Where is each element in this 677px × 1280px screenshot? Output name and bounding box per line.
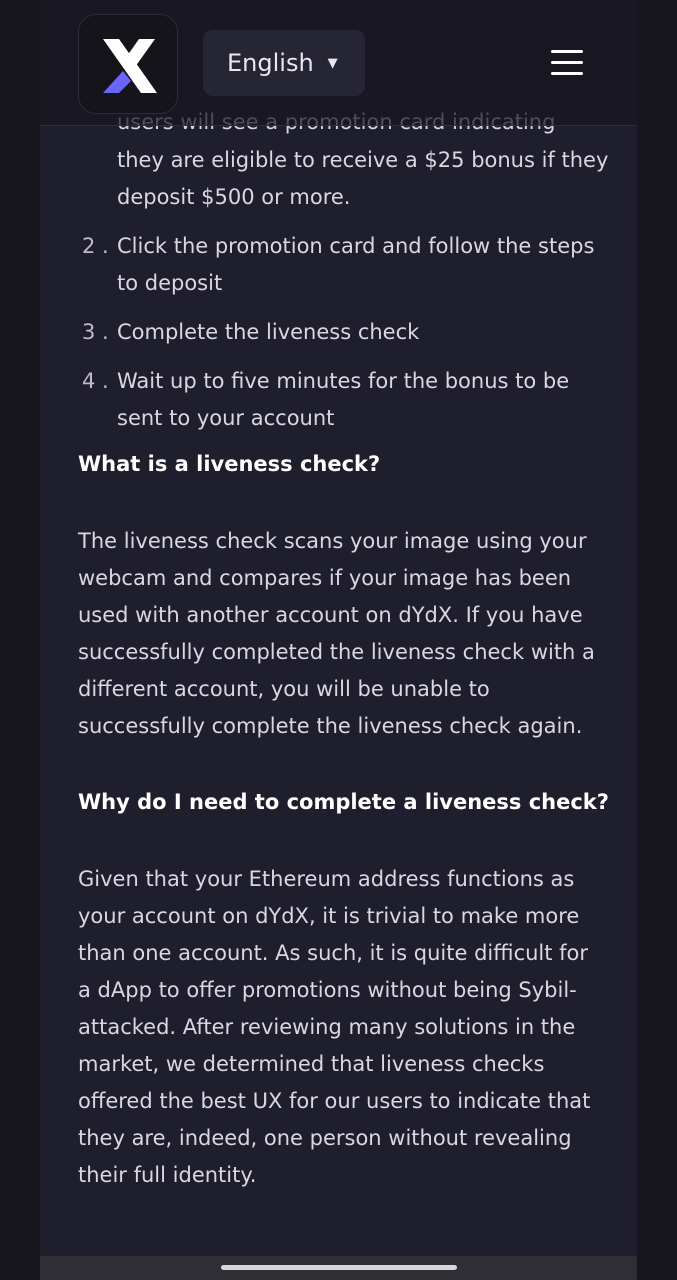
section-heading: What is a liveness check? xyxy=(78,452,381,476)
article-content xyxy=(78,100,618,1194)
menu-line xyxy=(551,61,583,64)
section-body: Given that your Ethereum address functions as your account on dYdX, it is trivial to make more than one account. As such, it is quite difficult for a dApp to offer promotions without being Sybil-attacked. After reviewing many solutions in the market, we determined that liveness checks offered the best UX for our users to indicate that they are, indeed, one person without revealing their full identity. xyxy=(78,867,591,1187)
list-number: 3 . xyxy=(82,320,109,344)
list-number: 4 . xyxy=(82,369,109,393)
dydx-logo-icon xyxy=(79,15,179,115)
menu-line xyxy=(551,50,583,53)
caret-down-icon: ▼ xyxy=(327,55,338,71)
logo-button[interactable] xyxy=(78,14,178,114)
list-item xyxy=(78,314,618,351)
menu-line xyxy=(551,72,583,75)
home-indicator[interactable] xyxy=(221,1265,457,1270)
list-item-text: Wait up to five minutes for the bonus to be sent to your account xyxy=(117,369,570,430)
list-number: 2 . xyxy=(82,234,109,258)
section-body: The liveness check scans your image using your webcam and compares if your image has been used with another account on dYdX. If you have successfully completed the liveness check with a different account, you will be unable to successfully complete the liveness check again. xyxy=(78,529,595,738)
list-item xyxy=(78,228,618,302)
section-heading: Why do I need to complete a liveness check? xyxy=(78,790,609,814)
hamburger-menu-icon[interactable] xyxy=(545,40,589,84)
language-label: English xyxy=(227,49,314,77)
list-item-text: Complete the liveness check xyxy=(117,320,420,344)
language-selector[interactable] xyxy=(203,30,365,96)
list-item-text: Click the promotion card and follow the steps to deposit xyxy=(117,234,595,295)
steps-list xyxy=(78,228,618,437)
list-item xyxy=(78,363,618,437)
step-1-continued: they are eligible to receive a $25 bonus if they deposit $500 or more. xyxy=(117,148,609,209)
